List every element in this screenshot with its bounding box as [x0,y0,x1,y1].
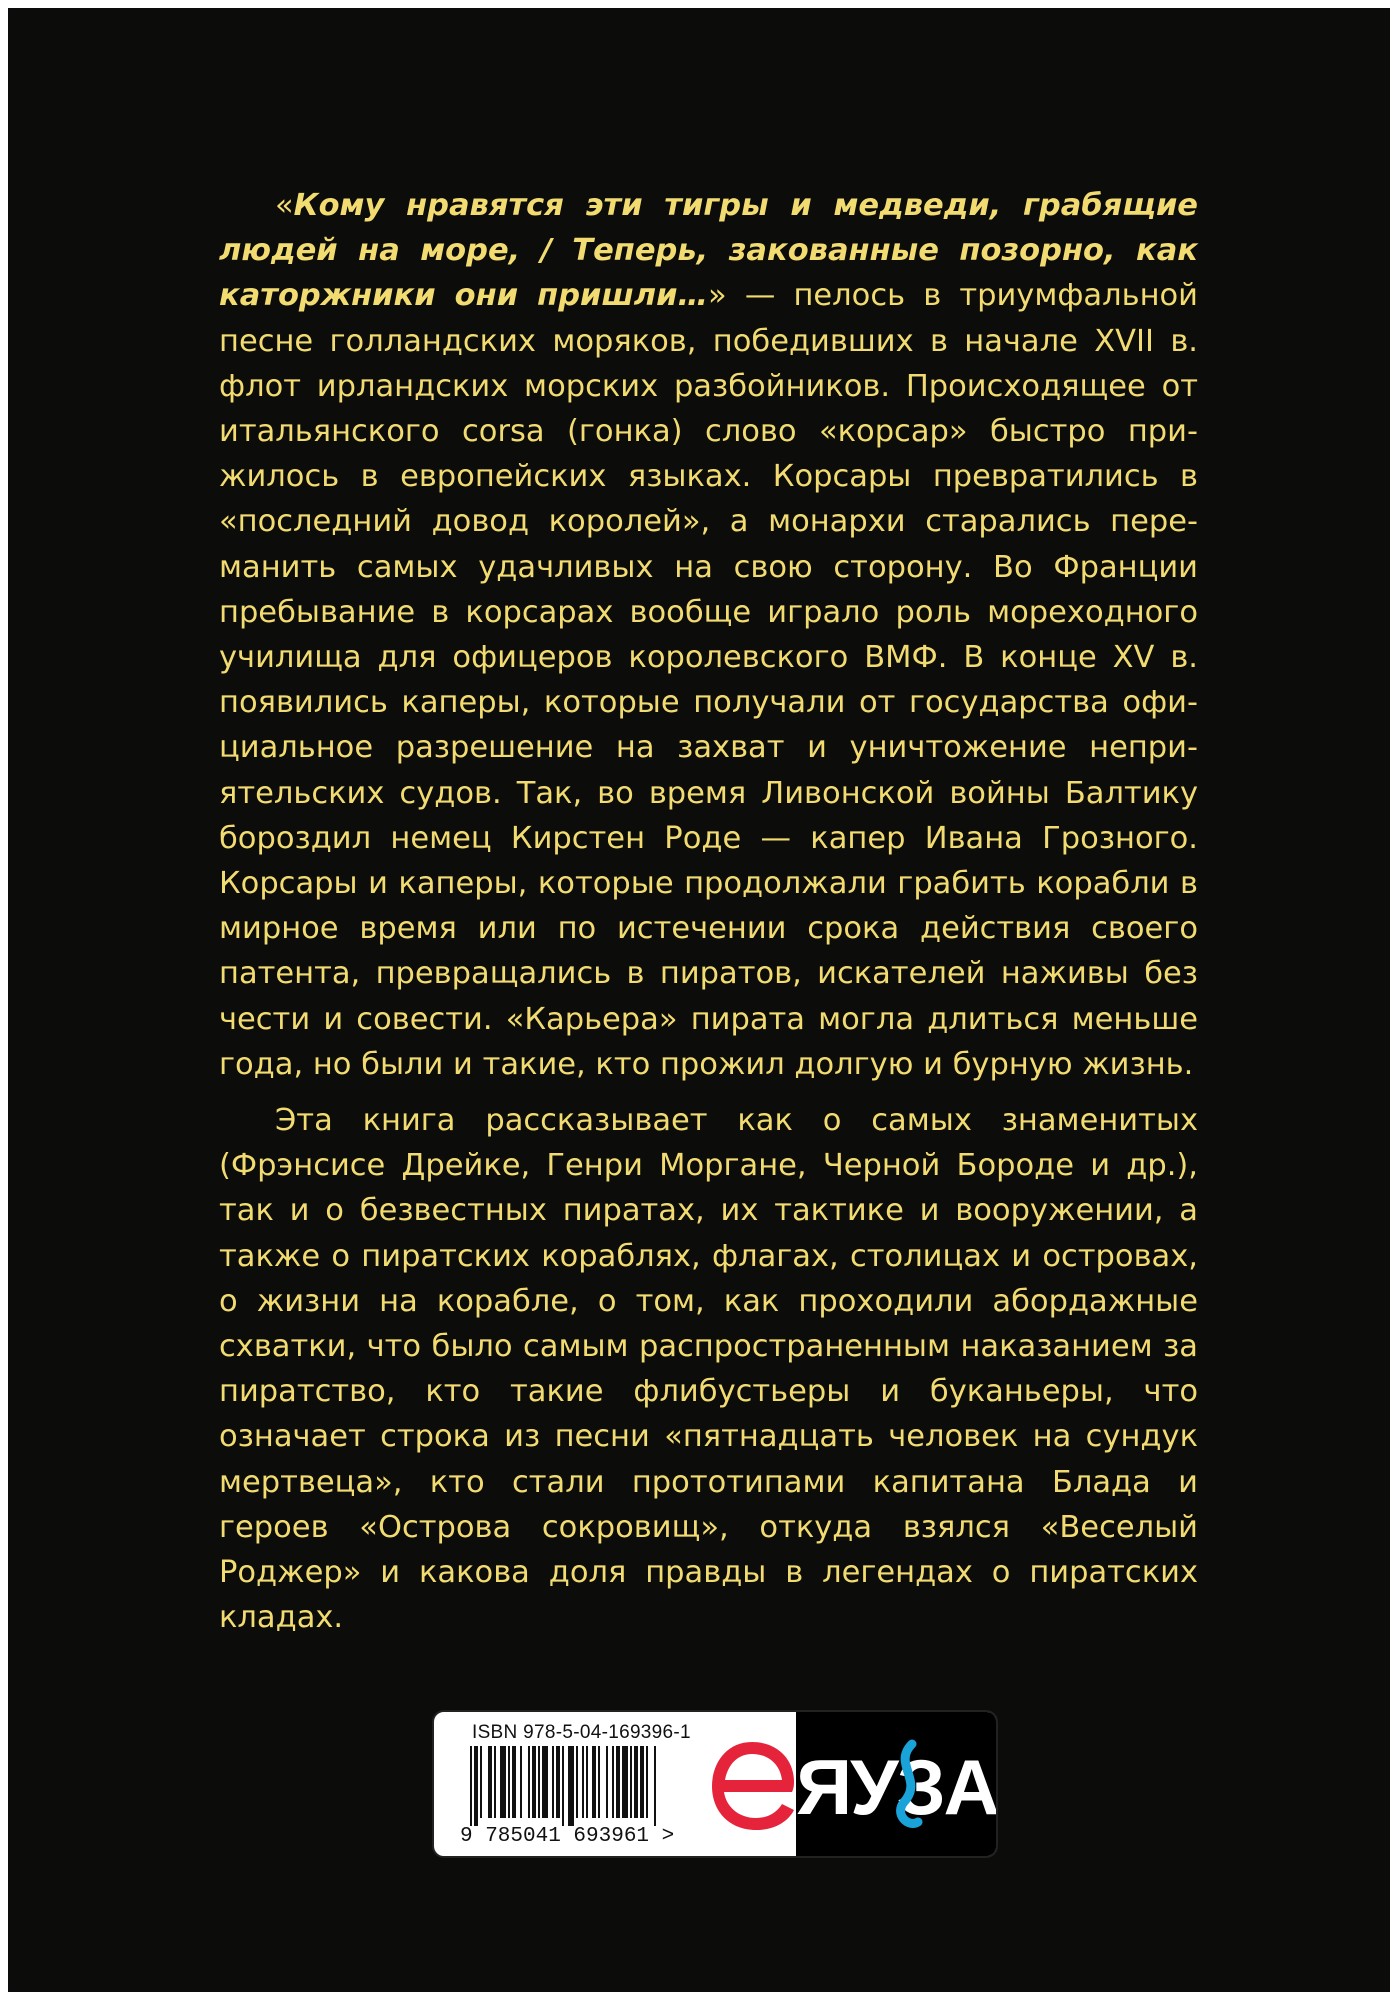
barcode-logo-panel [432,1710,998,1858]
barcode-bar [576,1746,578,1818]
paragraph-1-text: — пелось в триумфальной песне голландских моряков, победивших в начале XVII в. флот ирландских морских разбойников. Происходящее от итальянского corsa (гонка) слово «корсар» быстро прижилось в европейских языках. Корсары превратились в «последний довод королей», а монархи старались переманить самых удачливых на свою сторону. Во Франции пребывание в корсарах вообще играло роль мореходного училища для офицеров королевского ВМФ. В конце XV в. появились каперы, которые получали от государства официальное разрешение на захват и уничтожение неприятельских судов. Так, во время Ливонской войны Балтику бороздил немец Кирстен Роде — капер Ивана Грозного. Корсары и каперы, которые продолжали грабить корабли в мирное время или по истечении срока действия своего патента, превращались в пиратов, искателей наживы без чести и совести. «Карьера» пирата могла длиться меньше года, но были и такие, кто прожил долгую и бурную жизнь. [219,278,1198,1082]
barcode-bar [532,1746,536,1818]
barcode-bar [598,1746,600,1818]
barcode-bar [528,1746,530,1818]
quote-close-mark: » [708,278,727,314]
quote-open-mark: « [275,188,294,223]
book-back-cover [8,8,1390,1992]
barcode-bar [582,1746,584,1818]
barcode-bar [520,1746,522,1818]
barcode-bar [654,1746,656,1826]
paragraph-1 [219,183,1198,1087]
barcode-bar [622,1746,628,1818]
annotation-text [219,183,1198,1641]
barcode [456,1746,706,1844]
barcode-bar [586,1746,588,1818]
isbn-label: ISBN 978-5-04-169396-1 [472,1722,691,1743]
barcode-bar [634,1746,638,1818]
barcode-bar [612,1746,614,1818]
yauza-logo-text: ЯУЗА [796,1743,998,1831]
barcode-bar [562,1746,564,1826]
barcode-bar [480,1746,482,1818]
barcode-bar [552,1746,554,1818]
eksmo-logo-icon [702,1732,802,1840]
barcode-bar [488,1746,492,1818]
barcode-bar [542,1746,548,1818]
verse-quote: Кому нравятся эти тигры и медведи, грабящие людей на море, / Теперь, закованные позорно, как каторжники они пришли… [219,188,1198,314]
barcode-bar [538,1746,540,1818]
barcode-bar [470,1746,472,1826]
paragraph-2: Эта книга рассказывает как о самых знаменитых (Фрэнсисе Дрейке, Генри Моргане, Черной Бороде и др.), так и о безвестных пиратах, их тактике и вооружении, а также о пиратских кораблях, флагах, столицах и островах, о жизни на корабле, о том, как проходили абордажные схватки, что было самым распространенным наказанием за пиратство, кто такие флибустьеры и буканьеры, что означает строка из песни «пятнадцать человек на сундук мертвеца», кто стали прототипами капитана Блада и героев «Острова сокровищ», откуда взялся «Веселый Роджер» и какова доля правды в легендах о пиратских кладах. [219,1103,1198,1636]
barcode-bar [500,1746,506,1818]
barcode-bar [474,1746,478,1826]
barcode-bar [646,1746,648,1818]
barcode-bar [616,1746,620,1818]
barcode-bar [568,1746,574,1826]
barcode-bar [556,1746,560,1818]
barcode-bar [512,1746,516,1818]
barcode-bar [630,1746,632,1818]
barcode-bar [592,1746,596,1818]
barcode-bar [508,1746,510,1818]
barcode-digits: 9 785041 693961 > [460,1825,675,1844]
barcode-bar [606,1746,608,1818]
barcode-bar [640,1746,644,1818]
yauza-logo-icon [796,1710,998,1858]
barcode-bar [494,1746,496,1818]
